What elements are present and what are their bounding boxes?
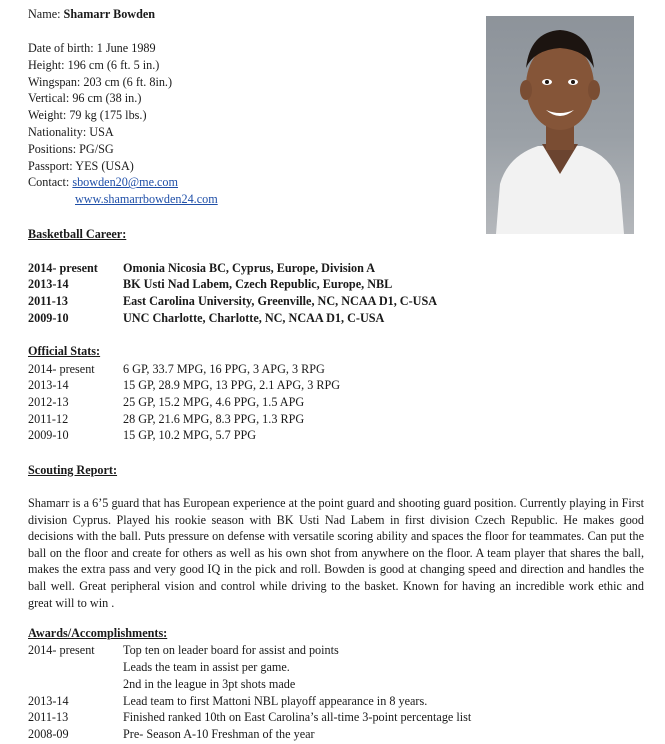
passport-line: Passport: YES (USA) bbox=[28, 158, 134, 173]
awards-text: Leads the team in assist per game. bbox=[123, 660, 290, 674]
awards-heading: Awards/Accomplishments: bbox=[28, 626, 168, 640]
stats-row bbox=[28, 361, 325, 378]
stats-years: 2014- present bbox=[28, 362, 95, 376]
awards-row bbox=[28, 693, 427, 710]
name-line bbox=[28, 6, 155, 23]
height-line: Height: 196 cm (6 ft. 5 in.) bbox=[28, 57, 160, 72]
career-row bbox=[28, 260, 375, 277]
career-row bbox=[28, 276, 392, 293]
stats-row bbox=[28, 394, 304, 411]
awards-text: 2nd in the league in 3pt shots made bbox=[123, 677, 296, 691]
stats-line: 28 GP, 21.6 MPG, 8.3 PPG, 1.3 RPG bbox=[123, 412, 305, 426]
stats-years: 2013-14 bbox=[28, 378, 69, 392]
website-link[interactable]: www.shamarrbowden24.com bbox=[75, 192, 218, 207]
career-row bbox=[28, 293, 437, 310]
scouting-paragraph: Shamarr is a 6’5 guard that has European experience at the point guard and shooting guard position. Currently playing in First division Cyprus. Played his rookie season with BK Usti Nad Labem in first division Czech Republic. He makes good decisions with the ball. Puts pressure on defense with versatile scoring ability and spaces the floor for teammates. Can put the ball on the floor and create for others as well as his own shot from anywhere on the floor. A team player that shares the ball, makes the extra pass and very good IQ in the pick and roll. Bowden is good at changing speed and direction and handles the ball well. Great peripheral vision and control while driving to the basket. Known for having an incredible work ethic and great will to win . bbox=[28, 496, 644, 610]
career-team: UNC Charlotte, Charlotte, NC, NCAA D1, C-USA bbox=[123, 311, 385, 325]
awards-years: 2011-13 bbox=[28, 710, 69, 724]
stats-line: 6 GP, 33.7 MPG, 16 PPG, 3 APG, 3 RPG bbox=[123, 362, 325, 376]
career-team: Omonia Nicosia BC, Cyprus, Europe, Division A bbox=[123, 261, 376, 275]
career-years: 2011-13 bbox=[28, 294, 68, 308]
stats-heading: Official Stats: bbox=[28, 344, 101, 358]
career-years: 2013-14 bbox=[28, 277, 69, 291]
headshot-illustration bbox=[486, 16, 634, 234]
awards-row bbox=[28, 659, 290, 676]
vertical-line: Vertical: 96 cm (38 in.) bbox=[28, 91, 142, 106]
stats-years: 2009-10 bbox=[28, 428, 69, 442]
weight-line: Weight: 79 kg (175 lbs.) bbox=[28, 108, 147, 123]
awards-row bbox=[28, 642, 339, 659]
awards-text: Finished ranked 10th on East Carolina’s all-time 3-point percentage list bbox=[123, 710, 472, 724]
name-label: Name: bbox=[28, 7, 61, 21]
website-line bbox=[28, 191, 218, 208]
career-row bbox=[28, 310, 384, 327]
awards-row bbox=[28, 709, 471, 726]
stats-years: 2011-12 bbox=[28, 412, 69, 426]
contact-line bbox=[28, 174, 218, 191]
awards-text: Lead team to first Mattoni NBL playoff appearance in 8 years. bbox=[123, 694, 428, 708]
personal-details bbox=[28, 40, 218, 208]
contact-label: Contact: bbox=[28, 175, 70, 190]
career-team: BK Usti Nad Labem, Czech Republic, Europe, NBL bbox=[123, 277, 393, 291]
positions-line: Positions: PG/SG bbox=[28, 141, 114, 156]
awards-row bbox=[28, 726, 315, 743]
nationality-line: Nationality: USA bbox=[28, 124, 114, 139]
stats-line: 15 GP, 10.2 MPG, 5.7 PPG bbox=[123, 428, 257, 442]
career-team: East Carolina University, Greenville, NC, NCAA D1, C-USA bbox=[123, 294, 438, 308]
awards-years: 2013-14 bbox=[28, 694, 69, 708]
player-headshot-photo bbox=[486, 16, 634, 234]
scouting-heading: Scouting Report: bbox=[28, 463, 118, 477]
awards-row bbox=[28, 676, 295, 693]
player-name: Shamarr Bowden bbox=[63, 7, 156, 21]
email-link[interactable]: sbowden20@me.com bbox=[72, 175, 179, 190]
career-heading: Basketball Career: bbox=[28, 227, 127, 241]
stats-line: 25 GP, 15.2 MPG, 4.6 PPG, 1.5 APG bbox=[123, 395, 305, 409]
career-years: 2014- present bbox=[28, 261, 98, 275]
career-years: 2009-10 bbox=[28, 311, 69, 325]
awards-text: Pre- Season A-10 Freshman of the year bbox=[123, 727, 315, 741]
awards-years: 2014- present bbox=[28, 643, 95, 657]
awards-years: 2008-09 bbox=[28, 727, 69, 741]
dob-line: Date of birth: 1 June 1989 bbox=[28, 41, 156, 55]
stats-row bbox=[28, 427, 256, 444]
stats-row bbox=[28, 377, 340, 394]
stats-row bbox=[28, 411, 304, 428]
stats-years: 2012-13 bbox=[28, 395, 69, 409]
awards-text: Top ten on leader board for assist and points bbox=[123, 643, 339, 657]
stats-line: 15 GP, 28.9 MPG, 13 PPG, 2.1 APG, 3 RPG bbox=[123, 378, 341, 392]
wingspan-line: Wingspan: 203 cm (6 ft. 8in.) bbox=[28, 74, 173, 89]
